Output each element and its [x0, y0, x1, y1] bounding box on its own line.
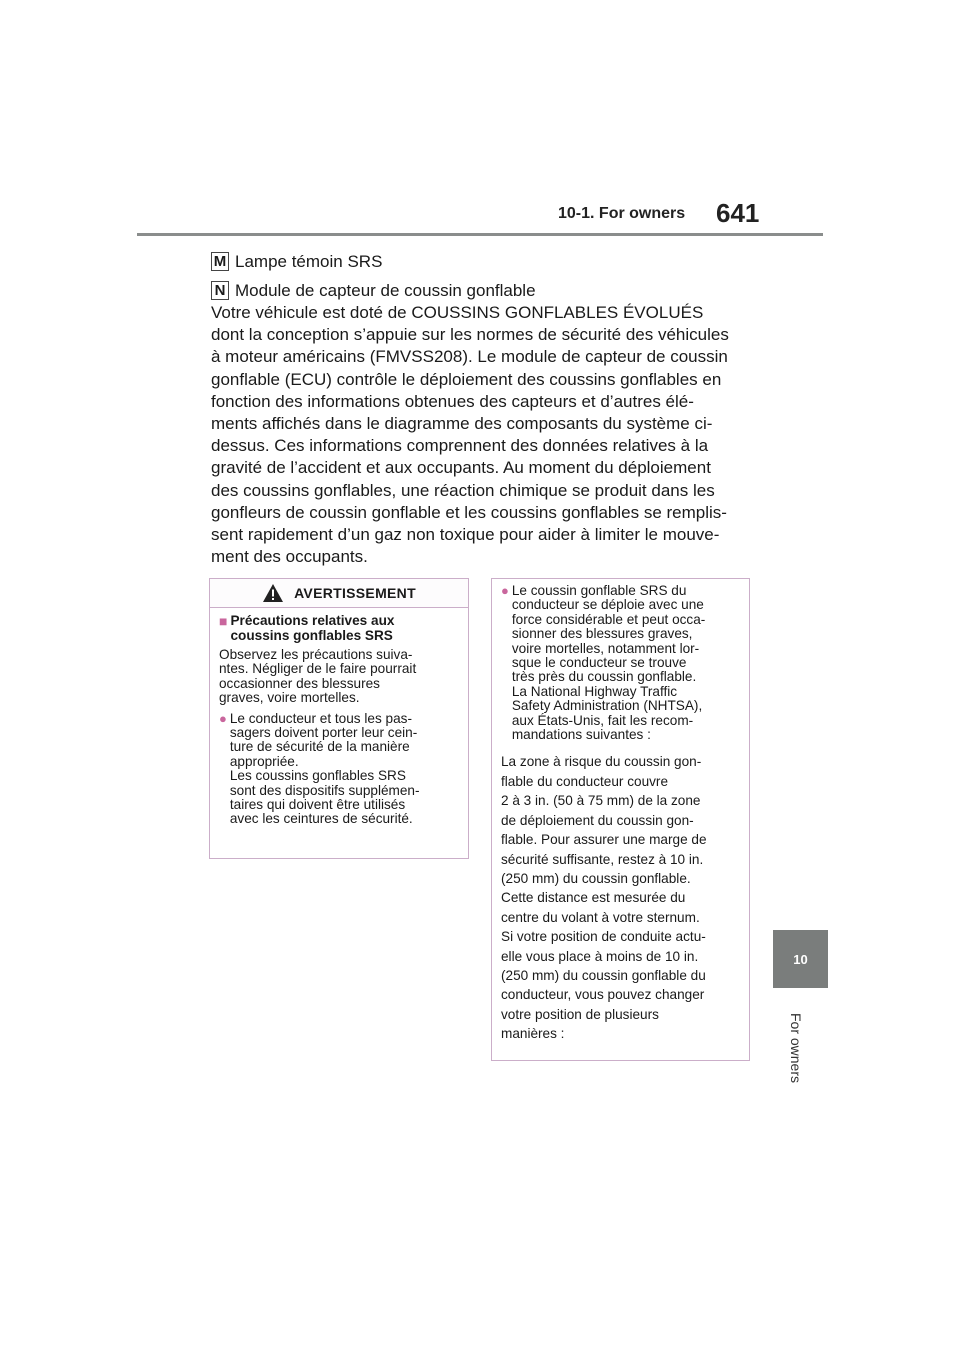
info-bullet-line: Safety Administration (NHTSA), [511, 698, 703, 714]
warning-heading-line: coussins gonflables SRS [230, 627, 393, 643]
warning-heading-line: Précautions relatives aux [230, 613, 395, 628]
info-bullet-line: conducteur se déploie avec une [511, 597, 704, 613]
info-para-line: Cette distance est mesurée du [501, 890, 686, 906]
key-letter-n: N [211, 281, 229, 300]
warning-bullet-line: taires qui doivent être utilisés [229, 797, 406, 813]
body-line: ment des occupants. [211, 547, 368, 567]
warning-box [209, 578, 469, 859]
warning-intro-line: graves, voire mortelles. [219, 690, 360, 706]
info-bullet-line: aux États-Unis, fait les recom- [511, 712, 694, 728]
info-para-line: 2 à 3 in. (50 à 75 mm) de la zone [501, 793, 701, 809]
key-letter-m: M [211, 252, 229, 271]
warning-bullet [219, 712, 459, 827]
warning-intro-line: Observez les précautions suiva- [219, 647, 413, 662]
legend-item-m [211, 251, 382, 273]
info-paragraph [501, 752, 741, 1043]
info-bullet-line: sionner des blessures graves, [511, 626, 693, 642]
info-bullet-line: force considérable et peut occa- [511, 611, 706, 627]
info-bullet-line: très près du coussin gonflable. [511, 669, 697, 685]
warning-bullet-line: Les coussins gonflables SRS [229, 768, 406, 784]
legend-item-n [211, 280, 536, 302]
warning-header [210, 579, 468, 608]
info-para-line: flable. Pour assurer une marge de [501, 832, 707, 848]
warning-icon [262, 583, 284, 603]
body-line: dessus. Ces informations comprennent des données relatives à la [211, 436, 709, 456]
warning-bullet-line: Le conducteur et tous les pas- [229, 710, 412, 726]
square-bullet-icon: ■ [219, 613, 228, 629]
header-divider [137, 233, 823, 236]
body-line: sent rapidement d’un gaz non toxique pour aider à limiter le mouve- [211, 525, 720, 545]
warning-intro-line: ntes. Négliger de le faire pourrait [219, 661, 417, 677]
body-line: des coussins gonflables, une réaction chimique se produit dans les [211, 480, 715, 500]
bullet-dot-icon: ● [501, 583, 509, 598]
warning-heading [219, 614, 459, 643]
warning-bullet-line: sagers doivent porter leur cein- [229, 725, 418, 741]
info-bullet-line: Le coussin gonflable SRS du [511, 583, 687, 598]
bullet-dot-icon: ● [219, 710, 227, 726]
info-bullet-line: La National Highway Traffic [511, 683, 678, 699]
chapter-tab[interactable]: 10 [773, 930, 828, 988]
body-line: à moteur américains (FMVSS208). Le module de capteur de coussin [211, 347, 728, 367]
warning-bullet-line: avec les ceintures de sécurité. [229, 811, 413, 827]
warning-bullet-line: sont des dispositifs supplémen- [229, 782, 420, 798]
body-paragraph [211, 302, 751, 568]
info-bullet [501, 584, 741, 742]
info-para-line: flable du conducteur couvre [501, 773, 669, 789]
info-bullet-line: mandations suivantes : [511, 727, 651, 743]
info-bullet-line: sque le conducteur se trouve [511, 655, 687, 671]
info-para-line: (250 mm) du coussin gonflable. [501, 870, 691, 886]
body-line: Votre véhicule est doté de COUSSINS GONFLABLES ÉVOLUÉS [211, 303, 704, 322]
info-box [491, 578, 750, 1061]
info-para-line: conducteur, vous pouvez changer [501, 987, 705, 1003]
warning-bullet-line: ture de sécurité de la manière [229, 739, 410, 755]
info-para-line: elle vous place à moins de 10 in. [501, 948, 699, 964]
info-para-line: manières : [501, 1026, 565, 1042]
body-line: fonction des informations obtenues des capteurs et d’autres élé- [211, 391, 694, 411]
info-para-line: Si votre position de conduite actu- [501, 929, 706, 945]
info-para-line: (250 mm) du coussin gonflable du [501, 967, 706, 983]
section-title: 10-1. For owners [558, 205, 686, 222]
info-para-line: de déploiement du coussin gon- [501, 812, 694, 828]
chapter-label-text: For owners [788, 1012, 804, 1084]
body-line: dont la conception s’appuie sur les normes de sécurité des véhicules [211, 325, 729, 345]
warning-bullet-line: appropriée. [229, 753, 299, 769]
legend-text-m: Lampe témoin SRS [235, 252, 383, 271]
warning-intro [219, 648, 459, 706]
body-line: ments affichés dans le diagramme des composants du système ci- [211, 414, 713, 434]
chapter-label [756, 1000, 836, 1084]
body-line: gravité de l’accident et aux occupants. Au moment du déploiement [211, 458, 711, 478]
info-para-line: centre du volant à votre sternum. [501, 909, 700, 925]
body-line: gonflable (ECU) contrôle le déploiement des coussins gonflables en [211, 369, 722, 389]
warning-title: AVERTISSEMENT [294, 585, 416, 601]
page-number: 641 [716, 198, 760, 228]
info-para-line: La zone à risque du coussin gon- [501, 754, 702, 770]
legend-text-n: Module de capteur de coussin gonflable [235, 281, 536, 300]
body-line: gonfleurs de coussin gonflable et les coussins gonflables se remplis- [211, 502, 727, 522]
warning-intro-line: occasionner des blessures [219, 675, 380, 691]
info-para-line: sécurité suffisante, restez à 10 in. [501, 851, 704, 867]
info-bullet-line: voire mortelles, notamment lor- [511, 640, 700, 656]
info-para-line: votre position de plusieurs [501, 1006, 659, 1022]
